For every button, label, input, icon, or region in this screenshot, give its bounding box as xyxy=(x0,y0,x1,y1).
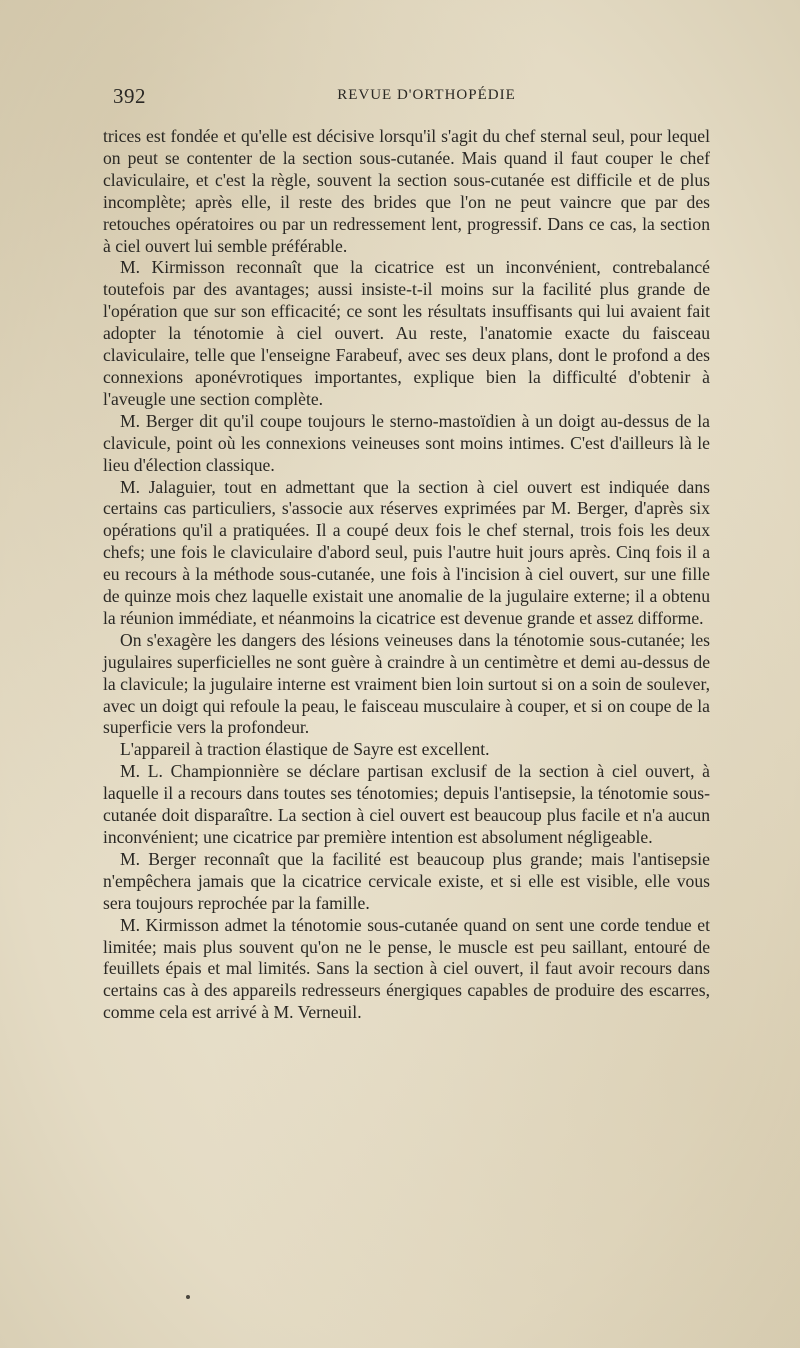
paragraph-8: M. Berger reconnaît que la facilité est beaucoup plus grande; mais l'antisepsie n'empêchera jamais que la cicatrice cervicale existe, et si elle est visible, elle vous sera toujours reprochée par la famille. xyxy=(103,848,710,913)
running-head xyxy=(103,84,710,110)
paragraph-7: M. L. Championnière se déclare partisan exclusif de la section à ciel ouvert, à laquelle il a recours dans toutes ses ténotomies; depuis l'antisepsie, la ténotomie sous-cutanée doit disparaître. La section à ciel ouvert est beaucoup plus facile et n'a aucun inconvénient; une cicatrice par première intention est absolument négligeable. xyxy=(103,761,710,847)
ink-dot-mark xyxy=(186,1295,190,1299)
paragraph-6: L'appareil à traction élastique de Sayre est excellent. xyxy=(120,739,490,760)
paragraph-4: M. Jalaguier, tout en admettant que la section à ciel ouvert est indiquée dans certains cas particuliers, s'associe aux réserves exprimées par M. Berger, d'après six opérations qu'il a pratiquées. Il a coupé deux fois le chef sternal, trois fois les deux chefs; une fois le claviculaire d'abord seul, puis l'autre huit jours après. Cinq fois il a eu recours à la méthode sous-cutanée, une fois à l'incision à ciel ouvert, sur une fille de quinze mois chez laquelle existait une anomalie de la jugulaire externe; il a obtenu la réunion immédiate, et néanmoins la cicatrice est devenue grande et assez difforme. xyxy=(103,476,710,628)
running-title: REVUE D'ORTHOPÉDIE xyxy=(337,87,516,103)
paragraph-1: trices est fondée et qu'elle est décisive lorsqu'il s'agit du chef sternal seul, pour lequel on peut se contenter de la section sous-cutanée. Mais quand il faut couper le chef claviculaire, et c'est la règle, souvent la section sous-cutanée est difficile et de plus incomplète; après elle, il reste des brides que l'on ne peut vaincre que par des retouches opératoires ou par un redressement lent, progressif. Dans ce cas, la section à ciel ouvert lui semble préférable. xyxy=(103,126,710,256)
body-text xyxy=(103,126,710,1024)
page-number: 392 xyxy=(113,84,146,108)
paragraph-3: M. Berger dit qu'il coupe toujours le sterno-mastoïdien à un doigt au-dessus de la clavicule, point où les connexions veineuses sont moins intimes. C'est d'ailleurs là le lieu d'élection classique. xyxy=(103,410,710,475)
paragraph-5: On s'exagère les dangers des lésions veineuses dans la ténotomie sous-cutanée; les jugulaires superficielles ne sont guère à craindre à un centimètre et demi au-dessus de la clavicule; la jugulaire interne est vraiment bien loin surtout si on a soin de soulever, avec un doigt qui refoule la peau, le faisceau musculaire à couper, et si on coupe de la superficie vers la profondeur. xyxy=(103,629,710,738)
paragraph-9: M. Kirmisson admet la ténotomie sous-cutanée quand on sent une corde tendue et limitée; mais plus souvent qu'on ne le pense, le muscle est peu saillant, entouré de feuillets épais et mal limités. Sans la section à ciel ouvert, il faut avoir recours dans certains cas à des appareils redresseurs énergiques capables de produire des escarres, comme cela est arrivé à M. Verneuil. xyxy=(103,914,710,1023)
paragraph-2: M. Kirmisson reconnaît que la cicatrice est un inconvénient, contrebalancé toutefois par des avantages; aussi insiste-t-il moins sur la facilité plus grande de l'opération que sur son efficacité; ce sont les résultats insuffisants qui lui avaient fait adopter la ténotomie à ciel ouvert. Au reste, l'anatomie exacte du faisceau claviculaire, telle que l'enseigne Farabeuf, avec ses deux plans, dont le profond a des connexions aponévrotiques importantes, explique bien la difficulté d'obtenir à l'aveugle une section complète. xyxy=(103,257,710,409)
